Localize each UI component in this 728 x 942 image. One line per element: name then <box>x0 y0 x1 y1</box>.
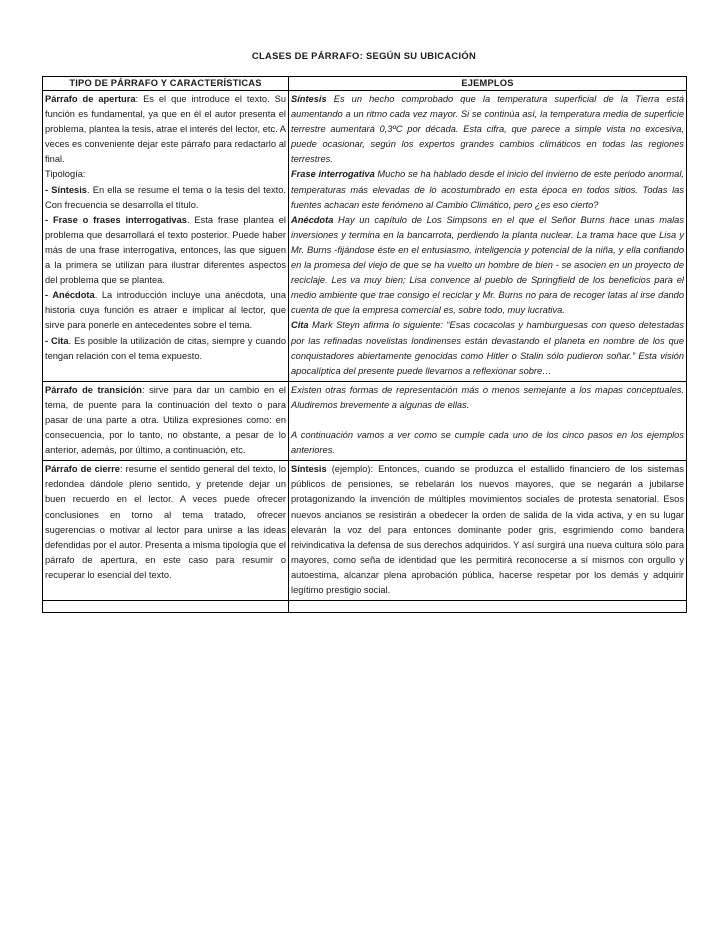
sintesis-text: . En ella se resume el tema o la tesis del texto. Con frecuencia se desarrolla el título. <box>45 184 286 210</box>
anecdota-text: . La introducción incluye una anécdota, una historia cuya función es atraer e implicar al lector, que sirve para ponerle en antecedentes sobre el tema. <box>45 290 286 331</box>
cell-transicion-examples <box>289 381 687 460</box>
example-sintesis <box>291 92 684 167</box>
tipologia-frase <box>45 213 286 288</box>
tipologia-anecdota <box>45 288 286 333</box>
table-row-cierre <box>43 461 687 601</box>
table-row-transicion <box>43 381 687 460</box>
tipologia-cita <box>45 334 286 364</box>
example-cita-label: Cita <box>291 320 309 331</box>
table-empty-row <box>43 601 687 613</box>
example-frase-text: Mucho se ha hablado desde el inicio del invierno de este periodo anormal, temperaturas más elevadas de lo acostumbrado en esta época en todos sitios. Todas las fuentes achacan este fenómeno al Cambio Climático, pero ¿es eso cierto? <box>291 169 684 210</box>
example-anecdota <box>291 213 684 319</box>
cierre-title: Párrafo de cierre <box>45 464 120 475</box>
tipologia-sintesis <box>45 183 286 213</box>
frase-label: - Frase o frases interrogativas <box>45 214 187 225</box>
cell-apertura-description <box>43 91 289 382</box>
example-anecdota-text: Hay un capítulo de Los Simpsons en el que el Señor Burns hace unas malas inversiones y termina en la bancarrota, perdiendo la planta nuclear. La trama hace que Lisa y Mr. Burns -fijándose éste en el entusiasmo, inteligencia y potencial de la niña, y ella confiando en la promesa del viejo de que se ha vuelto un hombre de bien - se asocien en un proyecto de reciclaje. Les va muy bien; Lisa convence al pueblo de Springfield de los beneficios para el medio ambiente que trae consigo el reciclar y Mr. Burns no para de recoger latas al irse dando cuenta de que la empresa comercial es, sobre todo, muy lucrativa. <box>291 214 684 316</box>
paragraph-types-table <box>42 76 687 613</box>
empty-cell-right <box>289 601 687 613</box>
header-types: TIPO DE PÁRRAFO Y CARACTERÍSTICAS <box>43 77 289 91</box>
anecdota-label: - Anécdota <box>45 290 95 301</box>
table-header-row <box>43 77 687 91</box>
cita-label: - Cita <box>45 335 69 346</box>
example-cita <box>291 318 684 378</box>
header-examples: EJEMPLOS <box>289 77 687 91</box>
transicion-text: : sirve para dar un cambio en el tema, de puente para la continuación del texto o para pasar de una parte a otra. Utiliza expresiones como: en consecuencia, por lo tanto, no obstante, a pesar de lo anterior, además, por último, a continuación, etc. <box>45 384 286 456</box>
cierre-text: : resume el sentido general del texto, lo redondea dándole pleno sentido, y pretende dejar un buen recuerdo en el lector. A veces puede ofrecer conclusiones en torno al tema tratado, ofrecer sugerencias o motivar al lector para unirse a las ideas defendidas por el autor. Presenta a misma tipología que el párrafo de apertura, en este caso para resumir o recuperar lo esencial del texto. <box>45 464 286 580</box>
empty-cell-left <box>43 601 289 613</box>
example-frase <box>291 167 684 212</box>
example-sintesis-text: Es un hecho comprobado que la temperatura superficial de la Tierra está aumentando a un ritmo cada vez mayor. Si se continúa así, la temperatura media de superficie terrestre aumentará 0,3ºC por década. Esta cifra, que parece a simple vista no excesiva, puede ocasionar, según los expertos grandes cambios climáticos en todas las regiones terrestres. <box>291 94 684 165</box>
cell-transicion-description <box>43 381 289 460</box>
cell-apertura-examples <box>289 91 687 382</box>
example-cierre-text: (ejemplo): Entonces, cuando se produzca el estallido financiero de los sistemas públicos de pensiones, se rebelarán los nuevos mayores, que se negarán a jubilarse protagonizando la invención de múltiples movimientos sociales de protesta senatorial. Esos nuevos ancianos se resistirán a obedecer la orden de salida de la vida activa, y en su lugar elevarán la voz del para entonces dominante poder gris, esgrimiendo como bandera reivindicativa la defensa de sus derechos adquiridos. Y así surgirá una nueva cultura sólo para mayores, como seña de identidad que les permitirá reconocerse a sí mismos con orgullo y autoestima, alcanzar plena aprobación pública, hacerse respetar por los demás y adquirir legítimo prestigio social. <box>291 464 684 595</box>
example-sintesis-label: Síntesis <box>291 94 327 104</box>
tipologia-label: Tipología: <box>45 169 86 180</box>
example-cierre-label: Síntesis <box>291 464 327 475</box>
example-cierre <box>291 462 684 598</box>
cita-text: . Es posible la utilización de citas, siempre y cuando tengan relación con el tema expuesto. <box>45 335 286 361</box>
table-row-apertura <box>43 91 687 382</box>
apertura-title: Párrafo de apertura <box>45 94 136 104</box>
cierre-intro <box>45 462 286 583</box>
document-title: CLASES DE PÁRRAFO: SEGÚN SU UBICACIÓN <box>251 50 477 61</box>
example-cita-text: Mark Steyn afirma lo siguiente: “Esas cocacolas y hamburguesas con queso detestadas por las refinadas novelistas londinenses están devastando el planeta en nombre de los que conquistadores abiertamente genocidas como Hitler o Stalin sólo pudieron soñar.” Esta visión apocalíptica del presente puede llevarnos a reflexionar sobre… <box>291 320 684 376</box>
cell-cierre-examples <box>289 461 687 601</box>
cell-cierre-description <box>43 461 289 601</box>
apertura-text: : Es el que introduce el texto. Su función es fundamental, ya que en él el autor presenta el problema, plantea la tesis, atrae el interés del lector, etc. A veces es conveniente dejar este párrafo para redactarlo al final. <box>45 94 286 165</box>
sintesis-label: - Síntesis <box>45 184 87 195</box>
example-transicion-1: Existen otras formas de representación más o menos semejante a los mapas conceptuales. Aludiremos brevemente a algunas de ellas. <box>291 384 684 410</box>
transicion-title: Párrafo de transición <box>45 384 142 395</box>
transicion-intro <box>45 383 286 458</box>
example-frase-label: Frase interrogativa <box>291 169 375 180</box>
frase-text: . Esta frase plantea el problema que desarrollará el texto posterior. Puede haber más de una frase interrogativa, entonces, las que siguen a la primera se utilizan para ilustrar diferentes aspectos del problema que se plantea. <box>45 214 286 286</box>
apertura-intro <box>45 92 286 167</box>
example-transicion-spacer <box>291 413 684 428</box>
example-transicion-2: A continuación vamos a ver como se cumple cada uno de los cinco pasos en los ejemplos anteriores. <box>291 430 684 456</box>
example-anecdota-label: Anécdota <box>291 214 334 225</box>
